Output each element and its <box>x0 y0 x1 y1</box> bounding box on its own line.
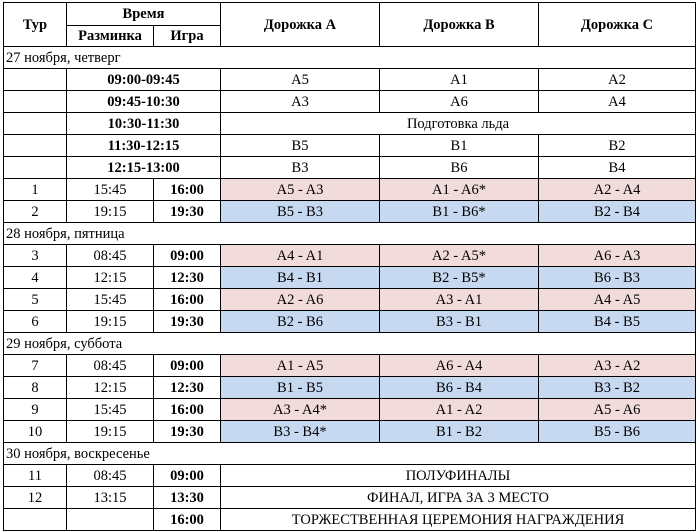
time-header: Время <box>67 3 221 26</box>
day-label: 30 ноября, воскресенье <box>4 443 696 465</box>
game-row <box>4 421 696 443</box>
game-header: Игра <box>154 26 221 47</box>
warmup-time: 08:45 <box>67 245 154 267</box>
sheet-cell: B6 <box>380 157 539 179</box>
matchup-cell: B3 - B4* <box>221 421 380 443</box>
matchup-cell: B5 - B3 <box>221 201 380 223</box>
matchup-cell: A2 - A6 <box>221 289 380 311</box>
tour-cell <box>4 113 67 135</box>
game-row <box>4 267 696 289</box>
tour-header: Тур <box>4 3 67 47</box>
game-row <box>4 355 696 377</box>
game-time: 19:30 <box>154 201 221 223</box>
schedule-body <box>4 47 696 531</box>
warmup-time: 08:45 <box>67 355 154 377</box>
sheet-cell: A1 <box>380 69 539 91</box>
sheet-cell: B3 <box>221 157 380 179</box>
game-row <box>4 311 696 333</box>
matchup-cell: A6 - A3 <box>539 245 696 267</box>
sheet-cell: B1 <box>380 135 539 157</box>
practice-time: 09:45-10:30 <box>67 91 221 113</box>
game-row <box>4 399 696 421</box>
tour-cell <box>4 69 67 91</box>
matchup-cell: B6 - B3 <box>539 267 696 289</box>
day-row <box>4 223 696 245</box>
game-time: 16:00 <box>154 289 221 311</box>
tour-number <box>4 509 67 531</box>
matchup-cell: A5 - A6 <box>539 399 696 421</box>
warmup-time: 13:15 <box>67 487 154 509</box>
game-time: 16:00 <box>154 179 221 201</box>
matchup-cell: A2 - A4 <box>539 179 696 201</box>
tour-number: 6 <box>4 311 67 333</box>
matchup-cell: B6 - B4 <box>380 377 539 399</box>
sheet-cell: B2 <box>539 135 696 157</box>
sheet-cell: B4 <box>539 157 696 179</box>
warmup-time: 15:45 <box>67 289 154 311</box>
event-cell: ФИНАЛ, ИГРА ЗА 3 МЕСТО <box>221 487 696 509</box>
final-row <box>4 509 696 531</box>
game-time: 09:00 <box>154 245 221 267</box>
tour-number: 10 <box>4 421 67 443</box>
matchup-cell: A1 - A6* <box>380 179 539 201</box>
game-time: 13:30 <box>154 487 221 509</box>
header-row <box>4 3 696 26</box>
warmup-time: 15:45 <box>67 399 154 421</box>
practice-time: 11:30-12:15 <box>67 135 221 157</box>
practice-time: 12:15-13:00 <box>67 157 221 179</box>
warmup-time: 15:45 <box>67 179 154 201</box>
game-row <box>4 289 696 311</box>
final-row <box>4 487 696 509</box>
sheet-b-header: Дорожка B <box>380 3 539 47</box>
matchup-cell: A3 - A1 <box>380 289 539 311</box>
practice-time: 09:00-09:45 <box>67 69 221 91</box>
practice-row <box>4 113 696 135</box>
warmup-time: 19:15 <box>67 201 154 223</box>
tour-number: 9 <box>4 399 67 421</box>
day-row <box>4 47 696 69</box>
sheet-cell: A3 <box>221 91 380 113</box>
matchup-cell: B4 - B1 <box>221 267 380 289</box>
matchup-cell: A2 - A5* <box>380 245 539 267</box>
ice-prep-cell: Подготовка льда <box>221 113 696 135</box>
day-label: 27 ноября, четверг <box>4 47 696 69</box>
practice-row <box>4 157 696 179</box>
matchup-cell: B5 - B6 <box>539 421 696 443</box>
sheet-c-header: Дорожка C <box>539 3 696 47</box>
game-row <box>4 201 696 223</box>
game-time: 16:00 <box>154 509 221 531</box>
tour-cell <box>4 157 67 179</box>
game-row <box>4 377 696 399</box>
matchup-cell: A3 - A4* <box>221 399 380 421</box>
tour-number: 12 <box>4 487 67 509</box>
matchup-cell: A4 - A1 <box>221 245 380 267</box>
warmup-time: 19:15 <box>67 311 154 333</box>
day-row <box>4 333 696 355</box>
matchup-cell: B4 - B5 <box>539 311 696 333</box>
day-label: 29 ноября, суббота <box>4 333 696 355</box>
day-label: 28 ноября, пятница <box>4 223 696 245</box>
practice-row <box>4 135 696 157</box>
warmup-time: 12:15 <box>67 377 154 399</box>
matchup-cell: B2 - B6 <box>221 311 380 333</box>
sheet-cell: A4 <box>539 91 696 113</box>
game-time: 12:30 <box>154 377 221 399</box>
sheet-a-header: Дорожка A <box>221 3 380 47</box>
game-time: 19:30 <box>154 311 221 333</box>
warmup-time: 12:15 <box>67 267 154 289</box>
matchup-cell: B1 - B2 <box>380 421 539 443</box>
event-cell: ТОРЖЕСТВЕННАЯ ЦЕРЕМОНИЯ НАГРАЖДЕНИЯ <box>221 509 696 531</box>
event-cell: ПОЛУФИНАЛЫ <box>221 465 696 487</box>
sheet-cell: A5 <box>221 69 380 91</box>
matchup-cell: A1 - A2 <box>380 399 539 421</box>
tour-number: 7 <box>4 355 67 377</box>
warmup-time: 19:15 <box>67 421 154 443</box>
practice-time: 10:30-11:30 <box>67 113 221 135</box>
warmup-time <box>67 509 154 531</box>
sheet-cell: A2 <box>539 69 696 91</box>
game-time: 16:00 <box>154 399 221 421</box>
game-time: 09:00 <box>154 465 221 487</box>
warmup-time: 08:45 <box>67 465 154 487</box>
tour-number: 3 <box>4 245 67 267</box>
matchup-cell: B1 - B5 <box>221 377 380 399</box>
tour-number: 11 <box>4 465 67 487</box>
tour-number: 1 <box>4 179 67 201</box>
final-row <box>4 465 696 487</box>
matchup-cell: A4 - A5 <box>539 289 696 311</box>
game-time: 19:30 <box>154 421 221 443</box>
matchup-cell: A6 - A4 <box>380 355 539 377</box>
warmup-header: Разминка <box>67 26 154 47</box>
game-row <box>4 245 696 267</box>
game-time: 09:00 <box>154 355 221 377</box>
tour-number: 8 <box>4 377 67 399</box>
sheet-cell: B5 <box>221 135 380 157</box>
matchup-cell: B2 - B4 <box>539 201 696 223</box>
game-time: 12:30 <box>154 267 221 289</box>
tour-cell <box>4 135 67 157</box>
matchup-cell: B1 - B6* <box>380 201 539 223</box>
practice-row <box>4 91 696 113</box>
matchup-cell: A1 - A5 <box>221 355 380 377</box>
sheet-cell: A6 <box>380 91 539 113</box>
tour-cell <box>4 91 67 113</box>
game-row <box>4 179 696 201</box>
day-row <box>4 443 696 465</box>
practice-row <box>4 69 696 91</box>
matchup-cell: B3 - B2 <box>539 377 696 399</box>
tour-number: 4 <box>4 267 67 289</box>
matchup-cell: A3 - A2 <box>539 355 696 377</box>
matchup-cell: A5 - A3 <box>221 179 380 201</box>
tour-number: 2 <box>4 201 67 223</box>
tour-number: 5 <box>4 289 67 311</box>
matchup-cell: B3 - B1 <box>380 311 539 333</box>
matchup-cell: B2 - B5* <box>380 267 539 289</box>
schedule-table <box>3 2 696 531</box>
